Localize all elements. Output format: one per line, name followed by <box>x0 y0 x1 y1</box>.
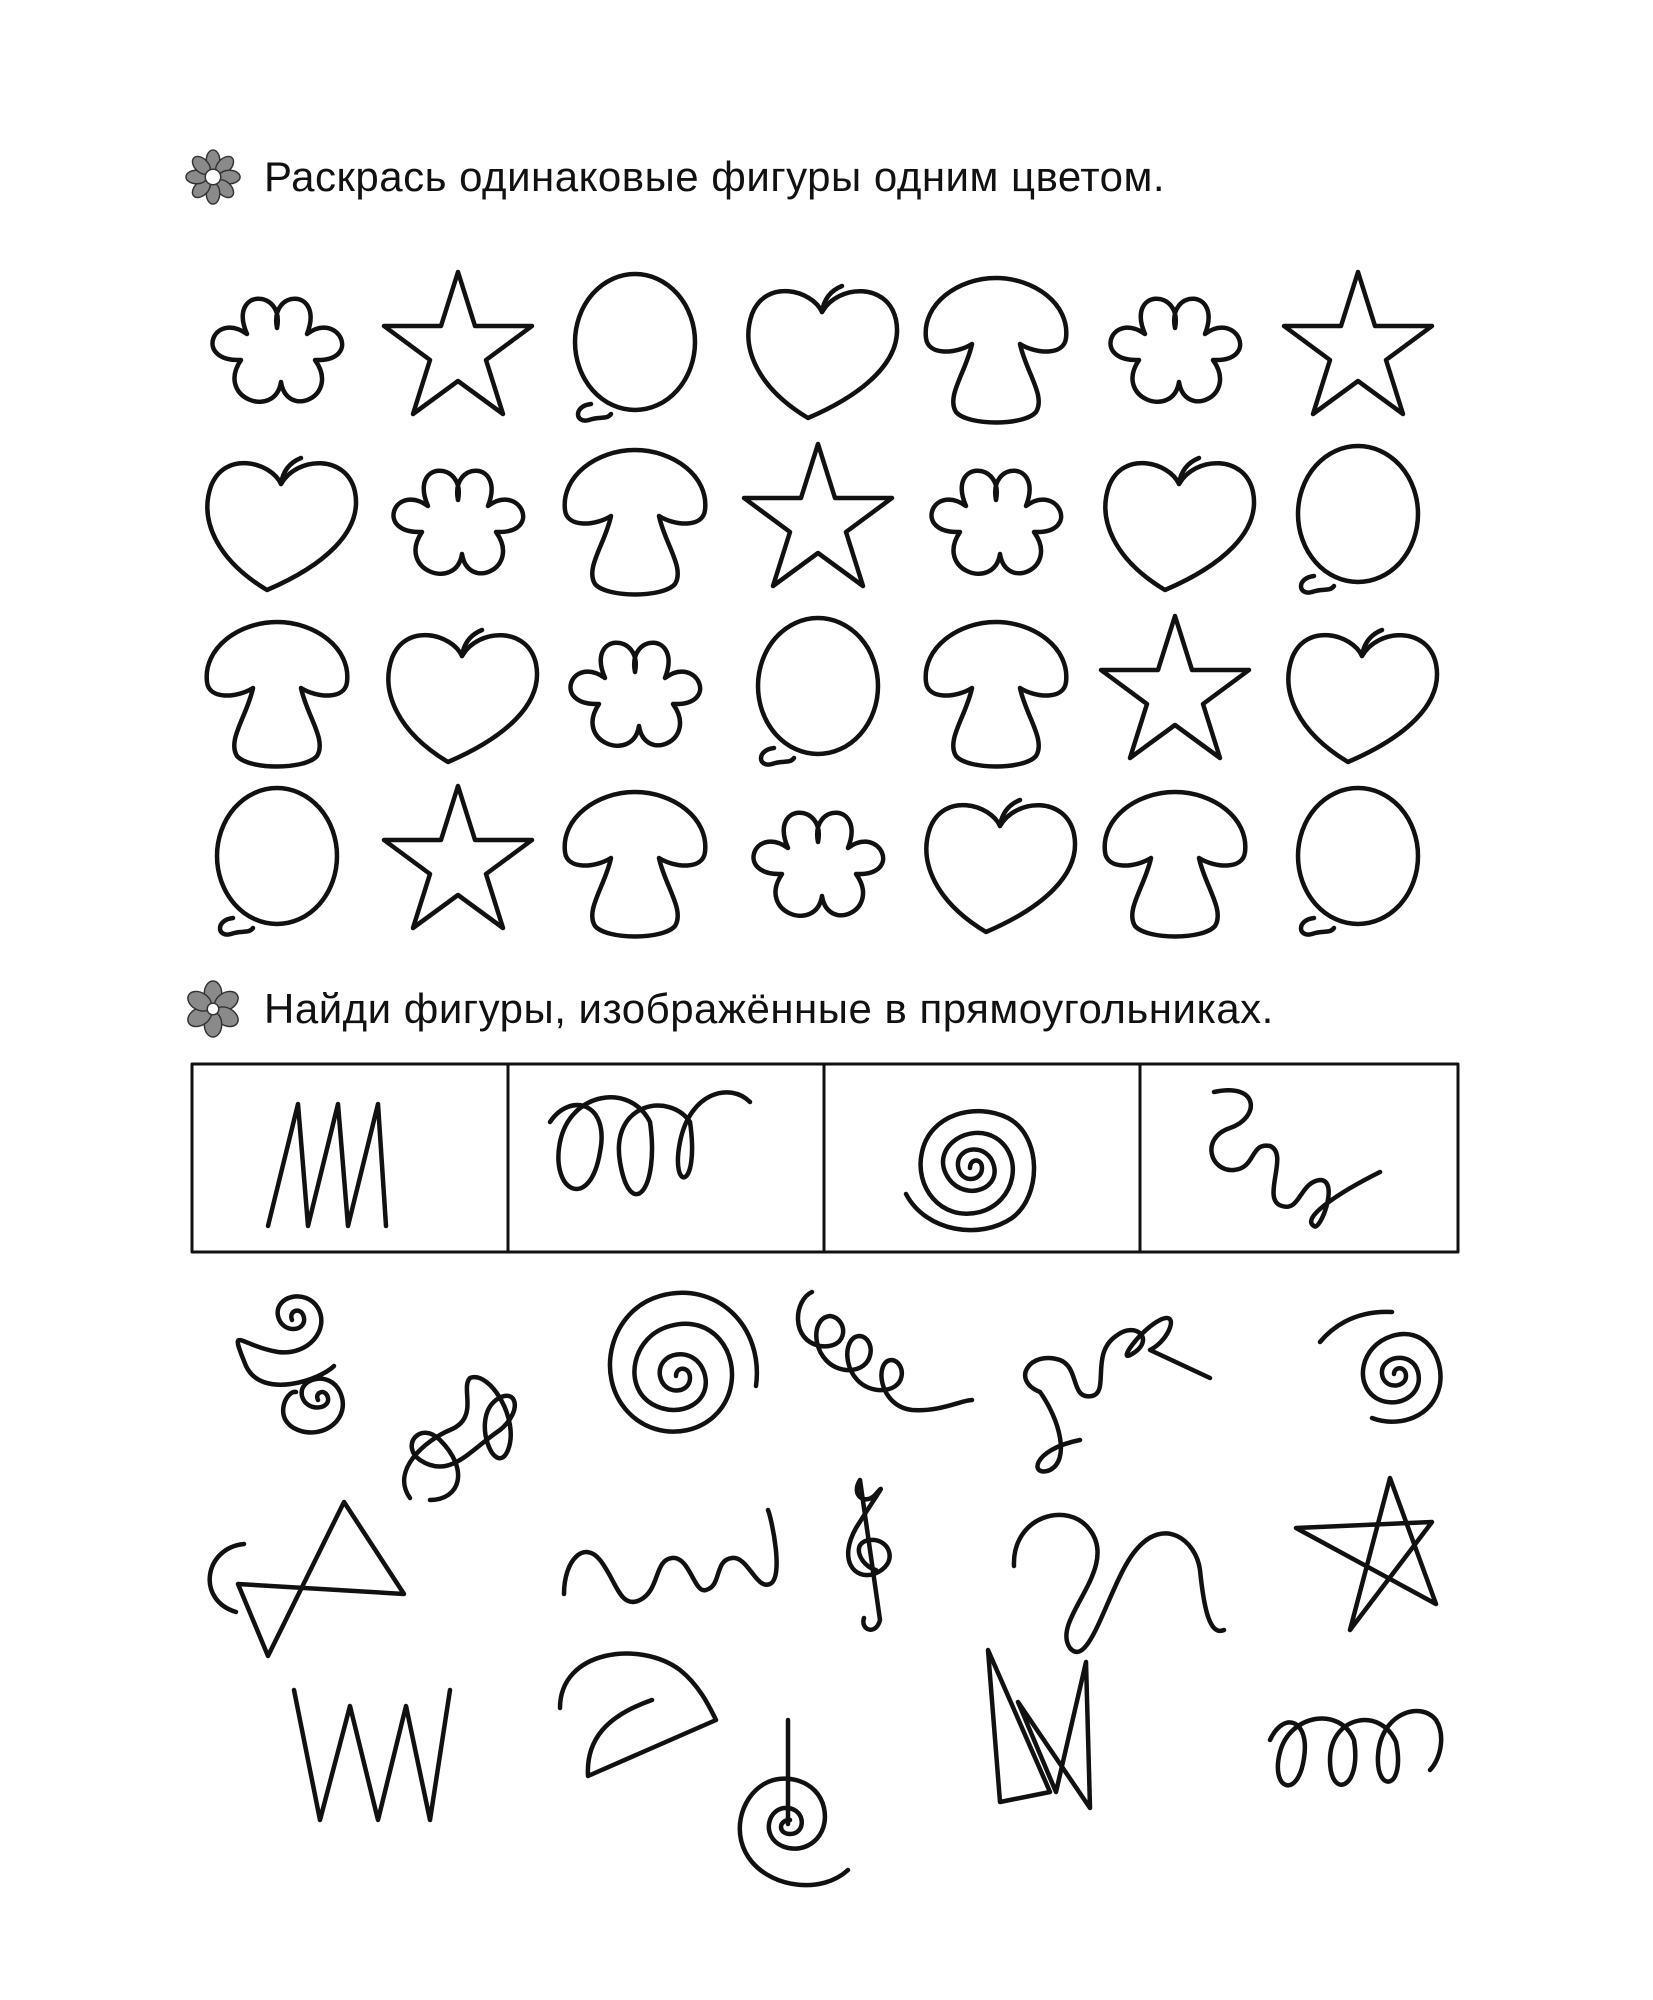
mushroom-shape[interactable] <box>1105 792 1246 937</box>
ref-spiral <box>906 1111 1034 1230</box>
balloon-shape[interactable] <box>1298 446 1418 593</box>
small-spiral <box>1320 1312 1441 1422</box>
wave <box>564 1510 777 1602</box>
leaf-heart-shape[interactable] <box>748 286 897 418</box>
star-shape[interactable] <box>1284 272 1432 414</box>
ref-zigzag <box>268 1104 386 1226</box>
flower-shape[interactable] <box>754 813 884 916</box>
leaf-heart-shape[interactable] <box>1105 458 1254 590</box>
mushroom-shape[interactable] <box>565 792 706 937</box>
mushroom-shape[interactable] <box>926 622 1067 767</box>
star-shape[interactable] <box>1101 616 1249 758</box>
balloon-shape[interactable] <box>217 788 337 935</box>
coloring-grid <box>0 0 1653 970</box>
zigzag <box>294 1690 450 1820</box>
star-shape[interactable] <box>384 272 532 414</box>
leaf-heart-shape[interactable] <box>926 800 1075 932</box>
flower-shape[interactable] <box>1111 299 1241 402</box>
instruction-text: Раскрась одинаковые фигуры одним цветом. <box>264 153 1166 200</box>
double-spiral <box>238 1296 343 1432</box>
flower-shape[interactable] <box>932 471 1062 574</box>
big-spiral <box>610 1293 757 1432</box>
balloon-shape[interactable] <box>1298 788 1418 935</box>
arch <box>560 1654 716 1776</box>
leaf-heart-shape[interactable] <box>1288 630 1437 762</box>
flower-shape[interactable] <box>571 643 701 746</box>
curl-squiggle <box>1025 1318 1210 1471</box>
bowtie-scribble <box>210 1502 404 1656</box>
balloon-shape[interactable] <box>575 274 695 421</box>
balloon-shape[interactable] <box>758 618 878 765</box>
instruction-find-task <box>184 980 1274 1038</box>
ref-squiggle <box>1211 1090 1380 1226</box>
star-shape[interactable] <box>744 444 892 586</box>
double-triangle <box>988 1650 1090 1808</box>
treble-clef <box>848 1480 889 1630</box>
reference-boxes <box>190 1062 1462 1256</box>
star-scribble <box>1296 1478 1436 1630</box>
leaf-heart-shape[interactable] <box>207 458 356 590</box>
figure-eight-knot <box>404 1377 515 1500</box>
mushroom-shape[interactable] <box>565 450 706 595</box>
wavy-line <box>1014 1515 1224 1652</box>
coil-loops <box>798 1292 972 1410</box>
flower-shape[interactable] <box>394 471 524 574</box>
instruction-text: Найди фигуры, изображённые в прямоугольниках. <box>264 985 1274 1032</box>
mushroom-shape[interactable] <box>926 278 1067 423</box>
leaf-heart-shape[interactable] <box>388 630 537 762</box>
flower-shape[interactable] <box>213 299 343 402</box>
flower-bullet-icon <box>184 980 242 1038</box>
mushroom-shape[interactable] <box>207 622 348 767</box>
ref-loops <box>550 1092 750 1194</box>
star-shape[interactable] <box>384 786 532 928</box>
pin-spiral <box>740 1720 848 1885</box>
loops <box>1270 1711 1441 1785</box>
